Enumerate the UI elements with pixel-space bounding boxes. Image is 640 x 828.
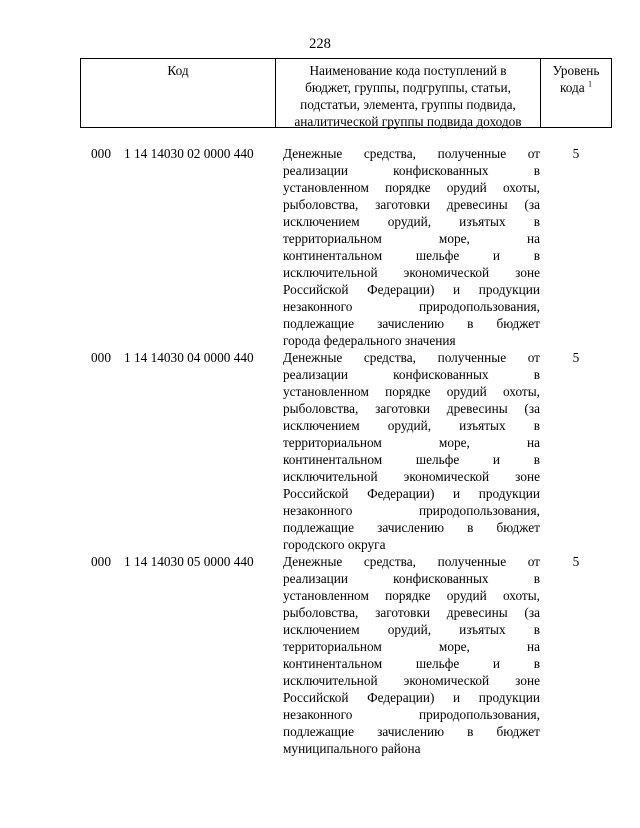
row-name-line: Российской Федерации) и продукции (283, 486, 540, 501)
header-level-line (541, 79, 611, 96)
row-admin-code: 000 (91, 146, 111, 161)
row-code-cell (80, 145, 275, 162)
row-name-line: рыболовства, заготовки древесины (за (283, 197, 540, 212)
table-row (80, 145, 612, 349)
row-name-line: территориальном море, на (283, 639, 540, 654)
row-admin-code: 000 (91, 554, 111, 569)
row-name-line: Денежные средства, полученные от (283, 554, 540, 569)
row-name-line: исключительной экономической зоне (283, 265, 540, 280)
row-name-line: континентальном шельфе и в (283, 452, 540, 467)
row-name-line: континентальном шельфе и в (283, 656, 540, 671)
row-name-line: территориальном море, на (283, 435, 540, 450)
row-income-code: 1 14 14030 04 0000 440 (124, 350, 254, 365)
row-name-line: незаконного природопользования, (283, 707, 540, 722)
header-name-line: Наименование кода поступлений в (309, 63, 507, 78)
footnote-marker: 1 (588, 79, 593, 89)
row-name-cell (283, 349, 540, 553)
header-name-line: аналитической группы подвида доходов (294, 114, 522, 129)
row-name-line: установленном порядке орудий охоты, (283, 180, 540, 195)
row-name-line: исключением орудий, изъятых в (283, 418, 540, 433)
row-name-line: подлежащие зачислению в бюджет (283, 316, 540, 331)
row-name-line: подлежащие зачислению в бюджет (283, 724, 540, 739)
row-name-line: континентальном шельфе и в (283, 248, 540, 263)
row-name-line: Российской Федерации) и продукции (283, 690, 540, 705)
row-code-cell (80, 553, 275, 570)
page-number: 228 (309, 36, 331, 52)
row-name-line: рыболовства, заготовки древесины (за (283, 401, 540, 416)
row-name-line: исключением орудий, изъятых в (283, 622, 540, 637)
row-name-line: исключительной экономической зоне (283, 673, 540, 688)
table-row (80, 349, 612, 553)
header-level-label: кода (559, 80, 585, 95)
row-name-line: рыболовства, заготовки древесины (за (283, 605, 540, 620)
header-level-line: Уровень (552, 63, 600, 78)
row-income-code: 1 14 14030 05 0000 440 (124, 554, 254, 569)
header-name-line: подстатьи, элемента, группы подвида, (300, 97, 516, 112)
row-name-line: незаконного природопользования, (283, 299, 540, 314)
header-level (541, 59, 611, 127)
row-name-line: городского округа (283, 537, 386, 552)
row-name-line: реализации конфискованных в (283, 163, 540, 178)
row-level-cell: 5 (572, 554, 580, 569)
row-income-code: 1 14 14030 02 0000 440 (124, 146, 254, 161)
row-name-line: исключительной экономической зоне (283, 469, 540, 484)
row-code-cell (80, 349, 275, 366)
row-name-line: Российской Федерации) и продукции (283, 282, 540, 297)
row-name-line: установленном порядке орудий охоты, (283, 384, 540, 399)
row-admin-code: 000 (91, 350, 111, 365)
row-name-line: реализации конфискованных в (283, 367, 540, 382)
table-header (80, 58, 612, 128)
table-body (80, 145, 612, 757)
row-name-line: Денежные средства, полученные от (283, 350, 540, 365)
row-name-line: города федерального значения (283, 333, 456, 348)
header-code: Код (81, 59, 276, 127)
row-name-cell (283, 145, 540, 349)
table-row (80, 553, 612, 757)
header-name-line: бюджет, группы, подгруппы, статьи, (305, 80, 511, 95)
row-level-cell: 5 (572, 350, 580, 365)
row-name-cell (283, 553, 540, 757)
row-name-line: Денежные средства, полученные от (283, 146, 540, 161)
row-name-line: подлежащие зачислению в бюджет (283, 520, 540, 535)
row-name-line: реализации конфискованных в (283, 571, 540, 586)
row-name-line: установленном порядке орудий охоты, (283, 588, 540, 603)
row-name-line: исключением орудий, изъятых в (283, 214, 540, 229)
header-name (276, 59, 541, 127)
row-level-cell: 5 (572, 146, 580, 161)
row-name-line: муниципального района (283, 741, 421, 756)
row-name-line: территориальном море, на (283, 231, 540, 246)
row-name-line: незаконного природопользования, (283, 503, 540, 518)
